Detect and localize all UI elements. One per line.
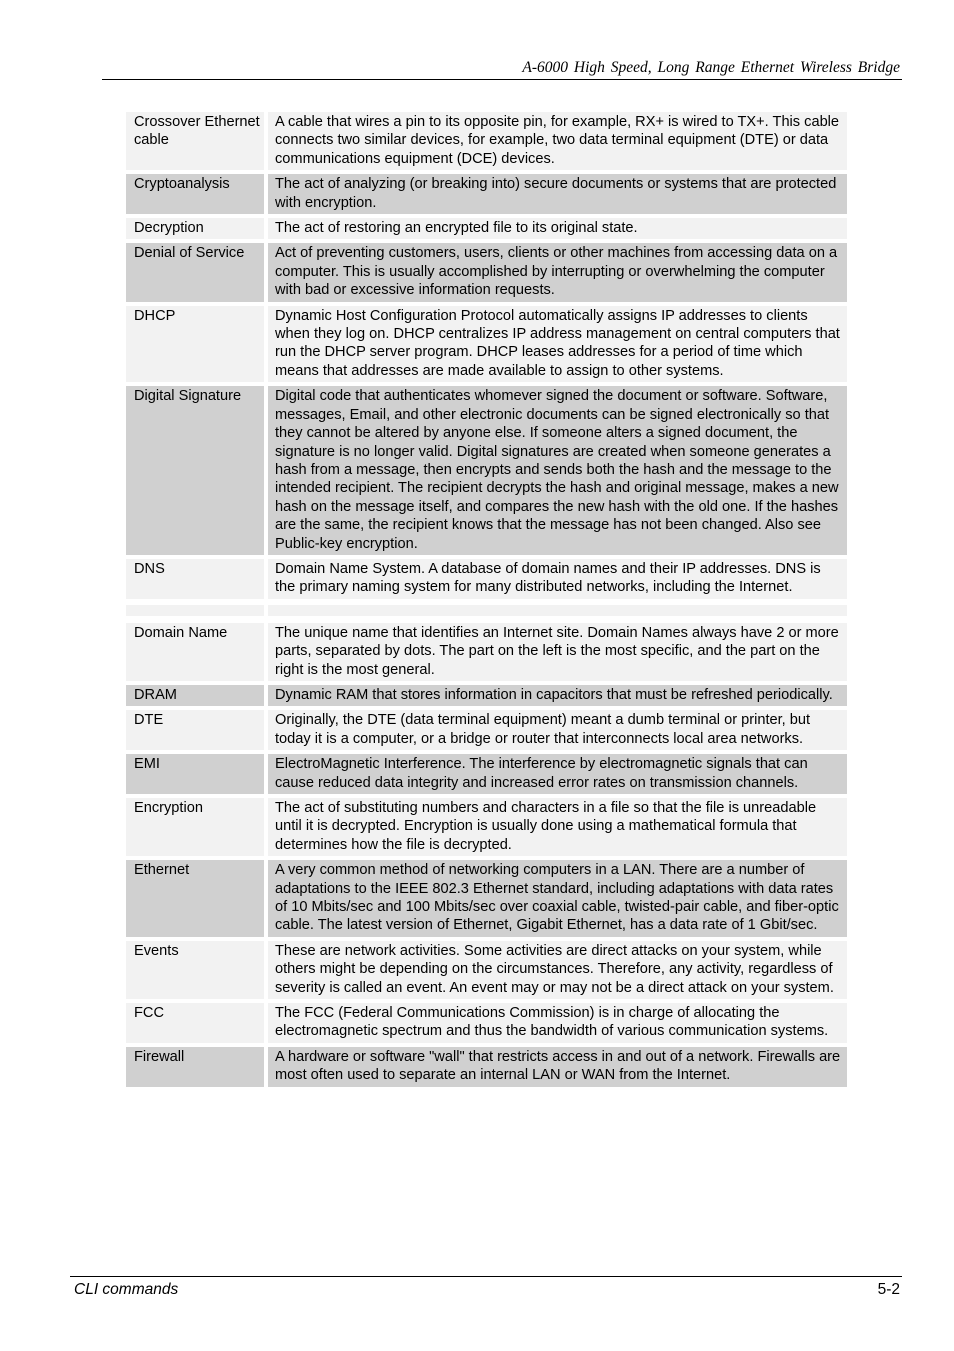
- glossary-row: [126, 174, 847, 218]
- footer-rule: [70, 1276, 902, 1277]
- glossary-row: [126, 623, 847, 685]
- glossary-term: DRAM: [126, 685, 264, 710]
- glossary-term: Cryptoanalysis: [126, 174, 264, 218]
- glossary-term: Ethernet: [126, 860, 264, 941]
- glossary-definition: Dynamic Host Configuration Protocol automatically assigns IP addresses to clients when they log on. DHCP centralizes IP address management on central computers that run the DHCP server program. DHCP leases addresses for a period of time which means that addresses are made available to assign to other systems.: [264, 306, 847, 387]
- glossary-row: [126, 710, 847, 754]
- glossary-row: [126, 218, 847, 243]
- footer-section-title: CLI commands: [74, 1281, 179, 1298]
- glossary-definition: A cable that wires a pin to its opposite pin, for example, RX+ is wired to TX+. This cable connects two similar devices, for example, two data terminal equipment (DTE) or data communications equipment (DCE) devices.: [264, 112, 847, 174]
- glossary-body: [126, 112, 847, 1091]
- glossary-term: Digital Signature: [126, 386, 264, 559]
- glossary-row: [126, 798, 847, 860]
- glossary-definition: A hardware or software "wall" that restricts access in and out of a network. Firewalls are most often used to separate an internal LAN or WAN from the Internet.: [264, 1047, 847, 1091]
- glossary-definition: Domain Name System. A database of domain names and their IP addresses. DNS is the primary naming system for many distributed networks, including the Internet.: [264, 559, 847, 605]
- glossary-term: Denial of Service: [126, 243, 264, 305]
- glossary-definition: These are network activities. Some activities are direct attacks on your system, while others might be depending on the circumstances. Therefore, any activity, regardless of severity is called an event. An event may or may not be a direct attack on your system.: [264, 941, 847, 1003]
- glossary-definition: Originally, the DTE (data terminal equipment) meant a dumb terminal or printer, but today it is a computer, or a bridge or router that interconnects local area networks.: [264, 710, 847, 754]
- glossary-term: Crossover Ethernet cable: [126, 112, 264, 174]
- page-header-title: A-6000 High Speed, Long Range Ethernet Wireless Bridge: [522, 59, 900, 76]
- glossary-row: [126, 559, 847, 605]
- glossary-term: FCC: [126, 1003, 264, 1047]
- glossary-row: [126, 860, 847, 941]
- glossary-definition: Dynamic RAM that stores information in capacitors that must be refreshed periodically.: [264, 685, 847, 710]
- glossary-table: [126, 112, 847, 1091]
- glossary-term: Decryption: [126, 218, 264, 243]
- glossary-row: [126, 243, 847, 305]
- glossary-term: Firewall: [126, 1047, 264, 1091]
- glossary-row: [126, 386, 847, 559]
- header-rule: [102, 79, 902, 80]
- glossary-definition: ElectroMagnetic Interference. The interference by electromagnetic signals that can cause reduced data integrity and increased error rates on transmission channels.: [264, 754, 847, 798]
- glossary-definition: [264, 605, 847, 623]
- glossary-definition: The act of restoring an encrypted file to its original state.: [264, 218, 847, 243]
- glossary-term: Encryption: [126, 798, 264, 860]
- glossary-term: DTE: [126, 710, 264, 754]
- glossary-definition: The act of substituting numbers and characters in a file so that the file is unreadable until it is decrypted. Encryption is usually done using a mathematical formula that determines how the file is decrypted.: [264, 798, 847, 860]
- glossary-row: [126, 306, 847, 387]
- glossary-row: [126, 754, 847, 798]
- footer-page-number: 5-2: [877, 1281, 900, 1298]
- glossary-definition: The act of analyzing (or breaking into) secure documents or systems that are protected with encryption.: [264, 174, 847, 218]
- glossary-definition: A very common method of networking computers in a LAN. There are a number of adaptations to the IEEE 802.3 Ethernet standard, including adaptations with data rates of 10 Mbits/sec and 100 Mbits/sec over coaxial cable, twisted-pair cable, and fiber-optic cable. The latest version of Ethernet, Gigabit Ethernet, has a data rate of 1 Gbit/sec.: [264, 860, 847, 941]
- glossary-definition: The unique name that identifies an Internet site. Domain Names always have 2 or more parts, separated by dots. The part on the left is the most specific, and the part on the right is the most general.: [264, 623, 847, 685]
- glossary-term: DNS: [126, 559, 264, 605]
- glossary-row: [126, 685, 847, 710]
- glossary-row: [126, 112, 847, 174]
- glossary-definition: Digital code that authenticates whomever signed the document or software. Software, messages, Email, and other electronic documents can be signed electronically so that they cannot be altered by anyone else. If someone alters a signed document, the signature is no longer valid. Digital signatures are created when someone generates a hash from a message, then encrypts and sends both the hash and the message to the intended recipient. The recipient decrypts the hash and original message, makes a new hash on the message itself, and compares the new hash with the old one. If the hashes are the same, the recipient knows that the message has not been changed. Also see Public-key encryption.: [264, 386, 847, 559]
- glossary-term: DHCP: [126, 306, 264, 387]
- glossary-row: [126, 1047, 847, 1091]
- glossary-row: [126, 941, 847, 1003]
- glossary-term: Domain Name: [126, 623, 264, 685]
- glossary-definition: Act of preventing customers, users, clients or other machines from accessing data on a computer. This is usually accomplished by interrupting or overwhelming the computer with bad or excessive information requests.: [264, 243, 847, 305]
- glossary-row-empty: [126, 605, 847, 623]
- glossary-term: Events: [126, 941, 264, 1003]
- glossary-term: [126, 605, 264, 623]
- glossary-definition: The FCC (Federal Communications Commission) is in charge of allocating the electromagnetic spectrum and thus the bandwidth of various communication systems.: [264, 1003, 847, 1047]
- glossary-row: [126, 1003, 847, 1047]
- glossary-term: EMI: [126, 754, 264, 798]
